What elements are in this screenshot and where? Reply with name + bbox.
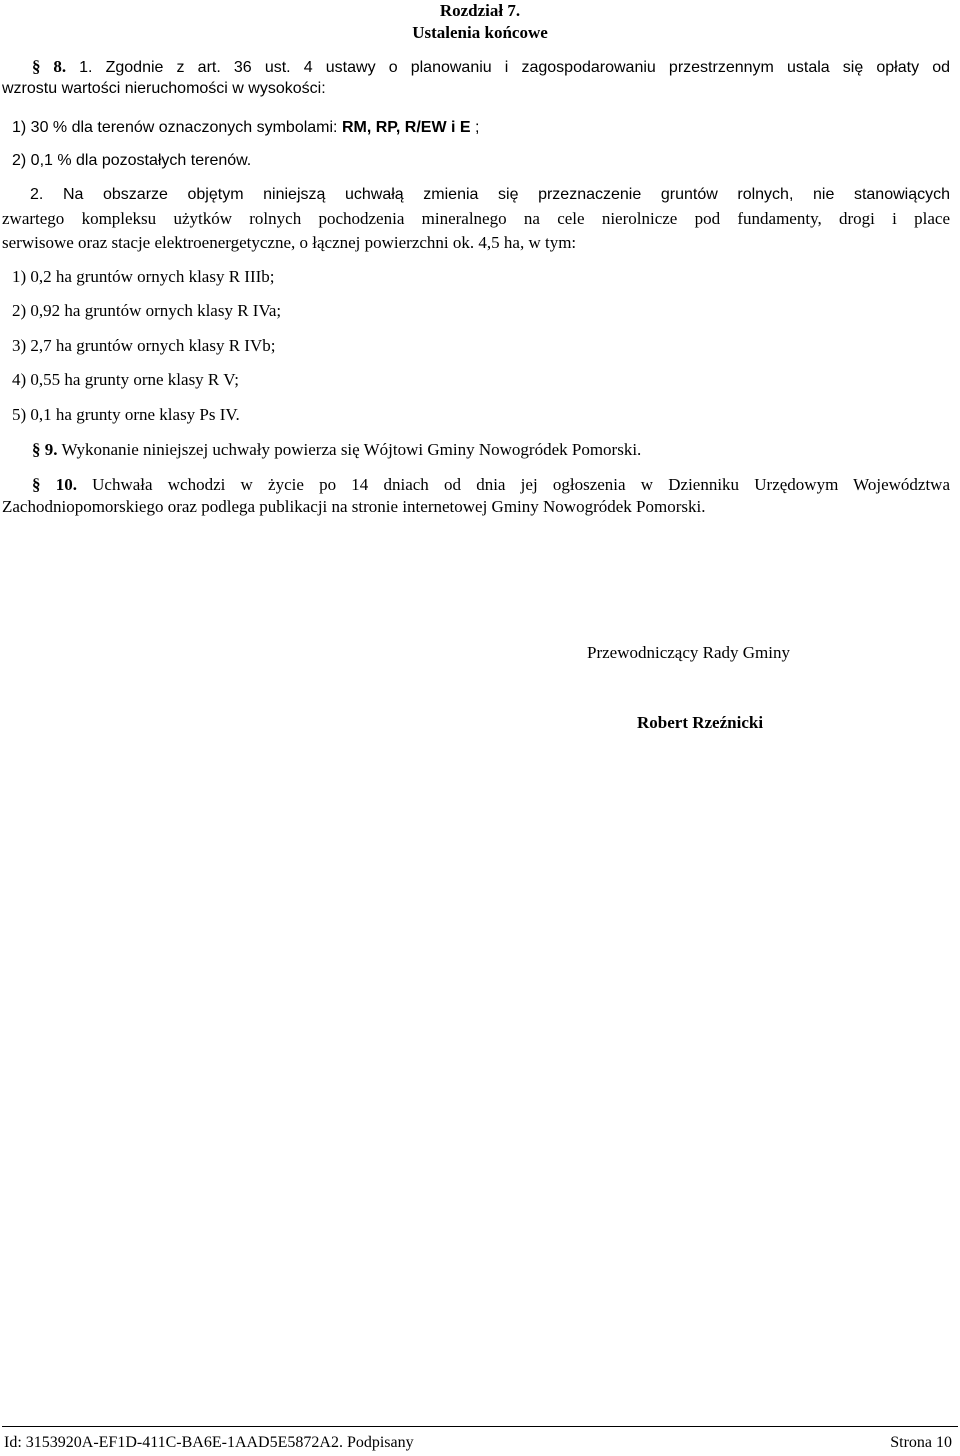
par8-number: § 8.: [32, 57, 67, 76]
par8-line1: [2, 56, 950, 79]
chapter-title: Rozdział 7.: [439, 1, 521, 20]
footer-document-id: Id: 3153920A-EF1D-411C-BA6E-1AAD5E5872A2. Podpisany: [4, 1434, 414, 1451]
par8-text-a: 1. Zgodnie z art. 36 ust. 4 ustawy o planowaniu i zagospodarowaniu przestrzennym ustala się opłaty od: [79, 59, 951, 76]
par10-line2: Zachodniopomorskiego oraz podlega publikacji na stronie internetowej Gminy Nowogródek Pomorski.: [2, 497, 706, 516]
par8-item1-post: ;: [470, 119, 480, 136]
footer-divider: [2, 1426, 958, 1427]
par8-p2-line3: serwisowe oraz stacje elektroenergetyczne, o łącznej powierzchni ok. 4,5 ha, w tym:: [2, 233, 577, 252]
par10-text-1: Uchwała wchodzi w życie po 14 dniach od dnia jej ogłoszenia w Dzienniku Urzędowym Województwa: [76, 475, 951, 494]
list-item: 3) 2,7 ha gruntów ornych klasy R IVb;: [12, 336, 276, 355]
par8-p2-line1: 2. Na obszarze objętym niniejszą uchwałą zmienia się przeznaczenie gruntów rolnych, nie stanowiących: [30, 186, 950, 203]
par8-item2: 2) 0,1 % dla pozostałych terenów.: [12, 152, 252, 169]
footer-page-number: Strona 10: [890, 1434, 952, 1451]
list-item: 5) 0,1 ha grunty orne klasy Ps IV.: [12, 405, 240, 424]
par9: [32, 439, 641, 461]
par8-item1-symbols: RM, RP, R/EW i E: [341, 119, 471, 136]
par10-number: § 10.: [32, 475, 77, 494]
par8-item1-pre: 1) 30 % dla terenów oznaczonych symbolami:: [12, 119, 342, 136]
signature-name: Robert Rzeźnicki: [637, 713, 764, 732]
list-item: 4) 0,55 ha grunty orne klasy R V;: [12, 370, 239, 389]
list-item: 2) 0,92 ha gruntów ornych klasy R IVa;: [12, 301, 282, 320]
par9-text: Wykonanie niniejszej uchwały powierza się Wójtowi Gminy Nowogródek Pomorski.: [57, 440, 642, 459]
par9-number: § 9.: [32, 440, 58, 459]
signature-role: Przewodniczący Rady Gminy: [587, 643, 790, 662]
list-item: 1) 0,2 ha gruntów ornych klasy R IIIb;: [12, 267, 275, 286]
par8-item1: [12, 117, 479, 139]
par10-line1: [2, 474, 950, 496]
par8-p2-line2: zwartego kompleksu użytków rolnych pochodzenia mineralnego na cele nierolnicze pod fundamenty, drogi i place: [2, 209, 950, 228]
par8-line2: wzrostu wartości nieruchomości w wysokości:: [2, 80, 326, 97]
chapter-subtitle: Ustalenia końcowe: [412, 23, 548, 42]
